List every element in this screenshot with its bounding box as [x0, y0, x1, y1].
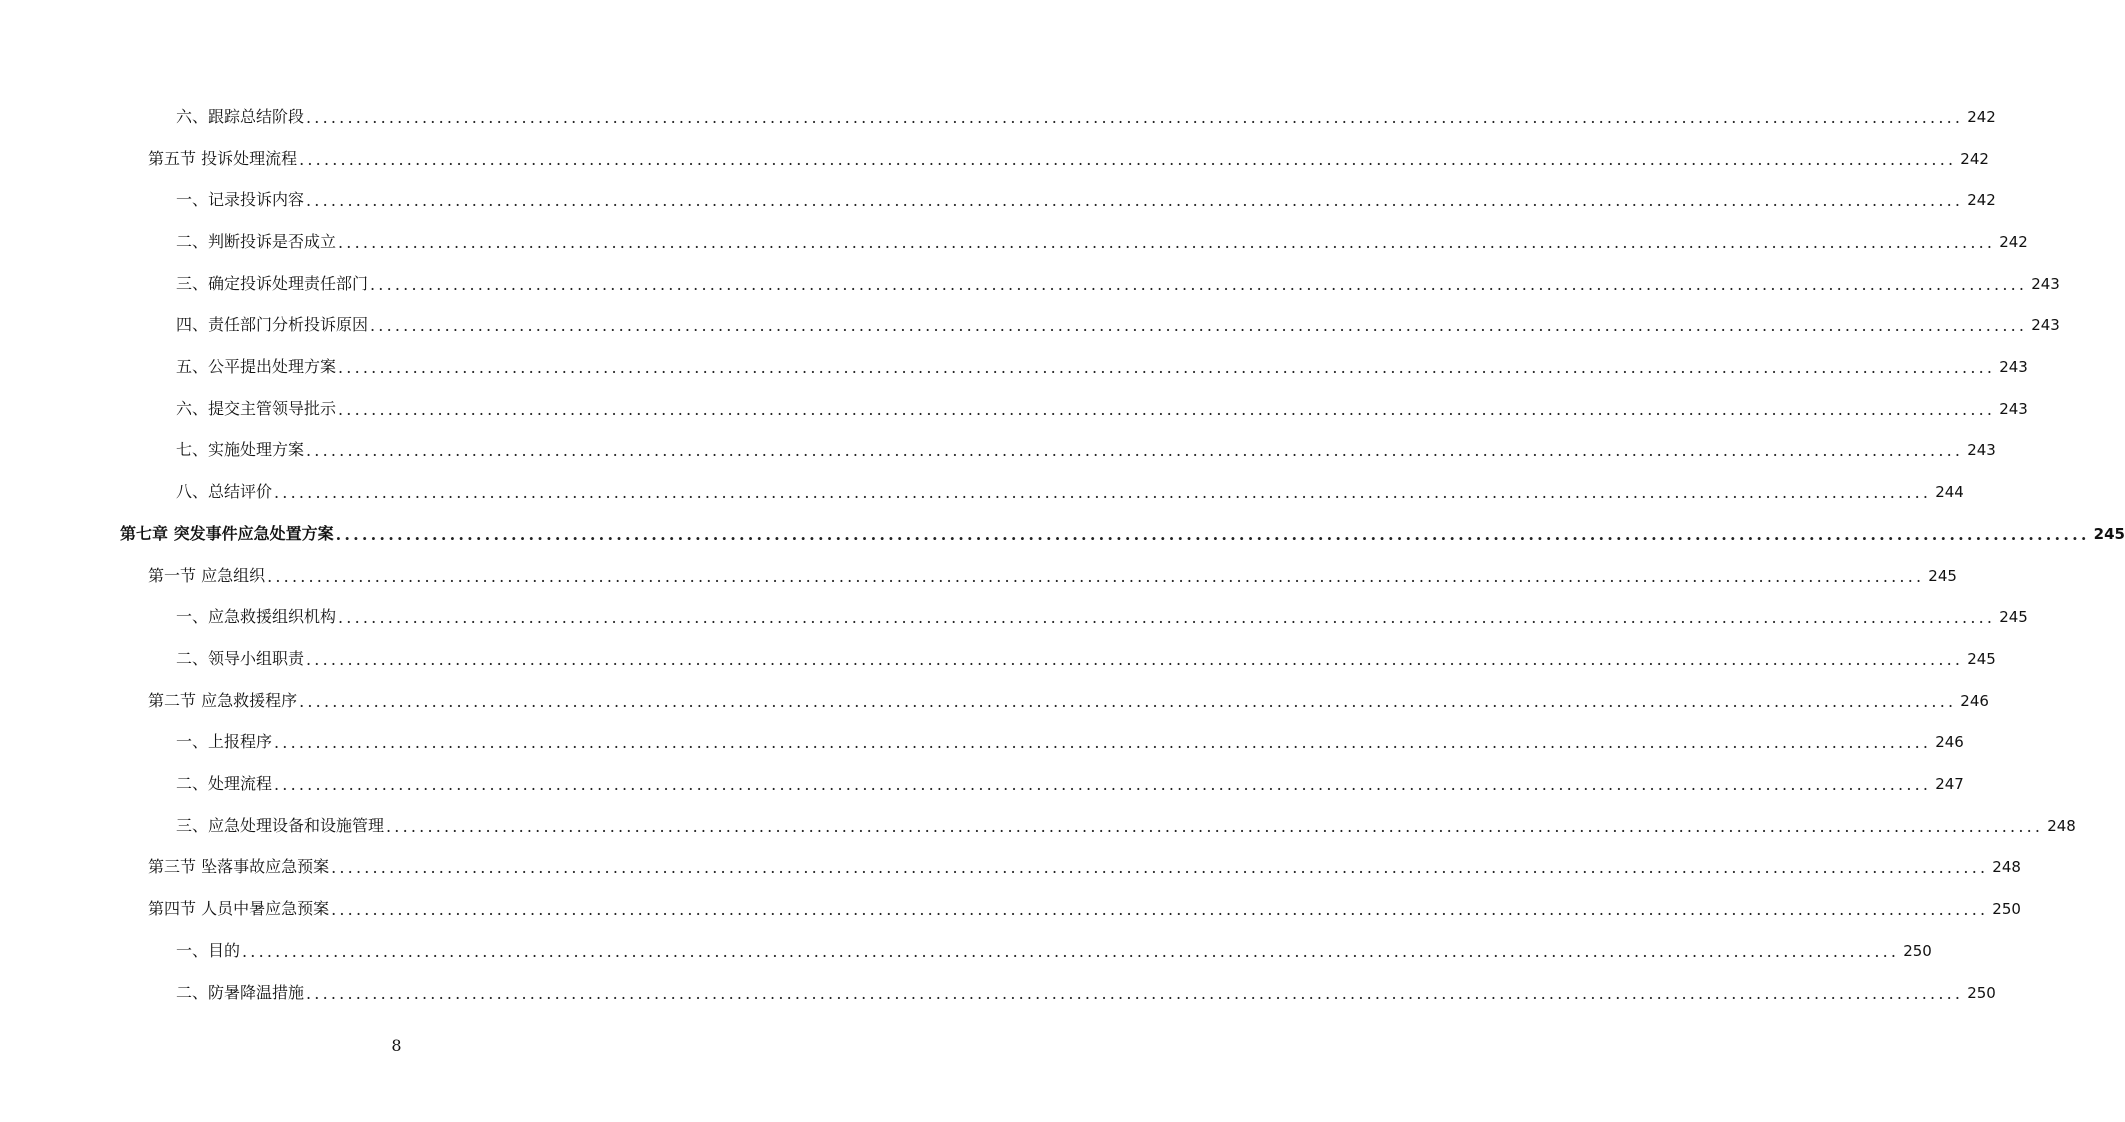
- toc-entry-page: 242: [1967, 107, 1996, 126]
- toc-leader-dots: ........................................................................................................................................................................................................: [274, 483, 1932, 503]
- toc-entry-title: 八、总结评价: [176, 482, 273, 502]
- toc-entry-title: 六、跟踪总结阶段: [176, 106, 305, 126]
- toc-entry-title: 二、处理流程: [176, 774, 273, 794]
- toc-entry-page: 248: [1992, 858, 2021, 877]
- toc-entry-page: 243: [1999, 399, 2028, 418]
- toc-leader-dots: ........................................................................................................................................................................................................: [242, 941, 1900, 961]
- toc-leader-dots: ........................................................................................................................................................................................................: [267, 566, 1925, 586]
- toc-entry-title: 一、应急救援组织机构: [176, 607, 337, 627]
- toc-leader-dots: ........................................................................................................................................................................................................: [299, 691, 1957, 711]
- toc-entry-title: 第五节 投诉处理流程: [148, 148, 298, 168]
- toc-entry[interactable]: [176, 596, 2028, 638]
- toc-entry[interactable]: [176, 930, 1932, 972]
- toc-leader-dots: ........................................................................................................................................................................................................: [338, 608, 1996, 628]
- toc-entry[interactable]: [176, 430, 1996, 472]
- toc-entry[interactable]: [148, 680, 1989, 722]
- toc-leader-dots: ........................................................................................................................................................................................................: [331, 900, 1989, 920]
- toc-entry-title: 第一节 应急组织: [148, 565, 266, 585]
- toc-entry[interactable]: [176, 722, 1964, 764]
- toc-entry-page: 246: [1935, 733, 1964, 752]
- toc-entry[interactable]: [176, 221, 2028, 263]
- toc-entry[interactable]: [176, 972, 1996, 1014]
- page-number: 8: [391, 1036, 402, 1055]
- toc-entry[interactable]: [176, 638, 1996, 680]
- toc-entry-page: 246: [1960, 691, 1989, 710]
- toc-entry-title: 二、领导小组职责: [176, 648, 305, 668]
- toc-leader-dots: ........................................................................................................................................................................................................: [274, 733, 1932, 753]
- toc-entry[interactable]: [176, 305, 2060, 347]
- toc-entry-title: 第三节 坠落事故应急预案: [148, 857, 330, 877]
- toc-leader-dots: ........................................................................................................................................................................................................: [370, 274, 2028, 294]
- toc-entry[interactable]: [176, 763, 1964, 805]
- toc-leader-dots: ........................................................................................................................................................................................................: [299, 149, 1957, 169]
- toc-entry-title: 三、应急处理设备和设施管理: [176, 815, 385, 835]
- toc-entry[interactable]: [148, 888, 2021, 930]
- toc-entry-title: 二、判断投诉是否成立: [176, 231, 337, 251]
- toc-entry[interactable]: [176, 388, 2028, 430]
- toc-entry-title: 三、确定投诉处理责任部门: [176, 273, 369, 293]
- toc-entry[interactable]: [176, 263, 2060, 305]
- toc-entry[interactable]: [120, 513, 2125, 555]
- toc-entry[interactable]: [148, 847, 2021, 889]
- toc-entry-title: 一、上报程序: [176, 732, 273, 752]
- toc-leader-dots: ........................................................................................................................................................................................................: [306, 107, 1964, 127]
- toc-entry-title: 第七章 突发事件应急处置方案: [120, 523, 334, 543]
- toc-entry[interactable]: [148, 555, 1957, 597]
- toc-entry-page: 244: [1935, 483, 1964, 502]
- toc-entry-title: 五、公平提出处理方案: [176, 357, 337, 377]
- toc-entry-page: 243: [1999, 358, 2028, 377]
- toc-leader-dots: ........................................................................................................................................................................................................: [338, 399, 1996, 419]
- toc-entry[interactable]: [176, 179, 1996, 221]
- toc-leader-dots: ........................................................................................................................................................................................................: [306, 191, 1964, 211]
- toc-entry-page: 243: [2031, 316, 2060, 335]
- toc-entry-page: 245: [1967, 649, 1996, 668]
- toc-entry-page: 243: [2031, 274, 2060, 293]
- toc-entry-title: 六、提交主管领导批示: [176, 398, 337, 418]
- toc-leader-dots: ........................................................................................................................................................................................................: [370, 316, 2028, 336]
- toc-entry-page: 242: [1967, 191, 1996, 210]
- toc-leader-dots: ........................................................................................................................................................................................................: [338, 232, 1996, 252]
- toc-entry-page: 247: [1935, 775, 1964, 794]
- toc-entry-page: 245: [1999, 608, 2028, 627]
- toc-entry[interactable]: [176, 805, 2076, 847]
- toc-entry-title: 一、记录投诉内容: [176, 190, 305, 210]
- toc-entry-title: 第四节 人员中暑应急预案: [148, 899, 330, 919]
- toc-entry-page: 242: [1960, 149, 1989, 168]
- toc-entry-page: 245: [1928, 566, 1957, 585]
- toc-leader-dots: ........................................................................................................................................................................................................: [306, 649, 1964, 669]
- toc-entry[interactable]: [148, 138, 1989, 180]
- toc-leader-dots: ........................................................................................................................................................................................................: [331, 858, 1989, 878]
- toc-entry-page: 250: [1992, 900, 2021, 919]
- toc-entry[interactable]: [176, 471, 1964, 513]
- toc-entry-page: 248: [2047, 816, 2076, 835]
- toc-leader-dots: ........................................................................................................................................................................................................: [335, 524, 2090, 544]
- toc-entry-title: 一、目的: [176, 940, 241, 960]
- toc-entry[interactable]: [176, 96, 1996, 138]
- toc-entry-page: 242: [1999, 232, 2028, 251]
- toc-entry-page: 243: [1967, 441, 1996, 460]
- toc-leader-dots: ........................................................................................................................................................................................................: [386, 816, 2044, 836]
- toc-leader-dots: ........................................................................................................................................................................................................: [306, 441, 1964, 461]
- toc-leader-dots: ........................................................................................................................................................................................................: [274, 775, 1932, 795]
- toc-entry-title: 四、责任部门分析投诉原因: [176, 315, 369, 335]
- toc-entry-page: 250: [1903, 941, 1932, 960]
- toc-entry-page: 250: [1967, 983, 1996, 1002]
- toc-entry-title: 二、防暑降温措施: [176, 982, 305, 1002]
- toc-entry-page: 245: [2093, 524, 2125, 543]
- toc-entry-title: 七、实施处理方案: [176, 440, 305, 460]
- toc-entry-title: 第二节 应急救援程序: [148, 690, 298, 710]
- toc-entry[interactable]: [176, 346, 2028, 388]
- toc-leader-dots: ........................................................................................................................................................................................................: [338, 358, 1996, 378]
- toc-leader-dots: ........................................................................................................................................................................................................: [306, 983, 1964, 1003]
